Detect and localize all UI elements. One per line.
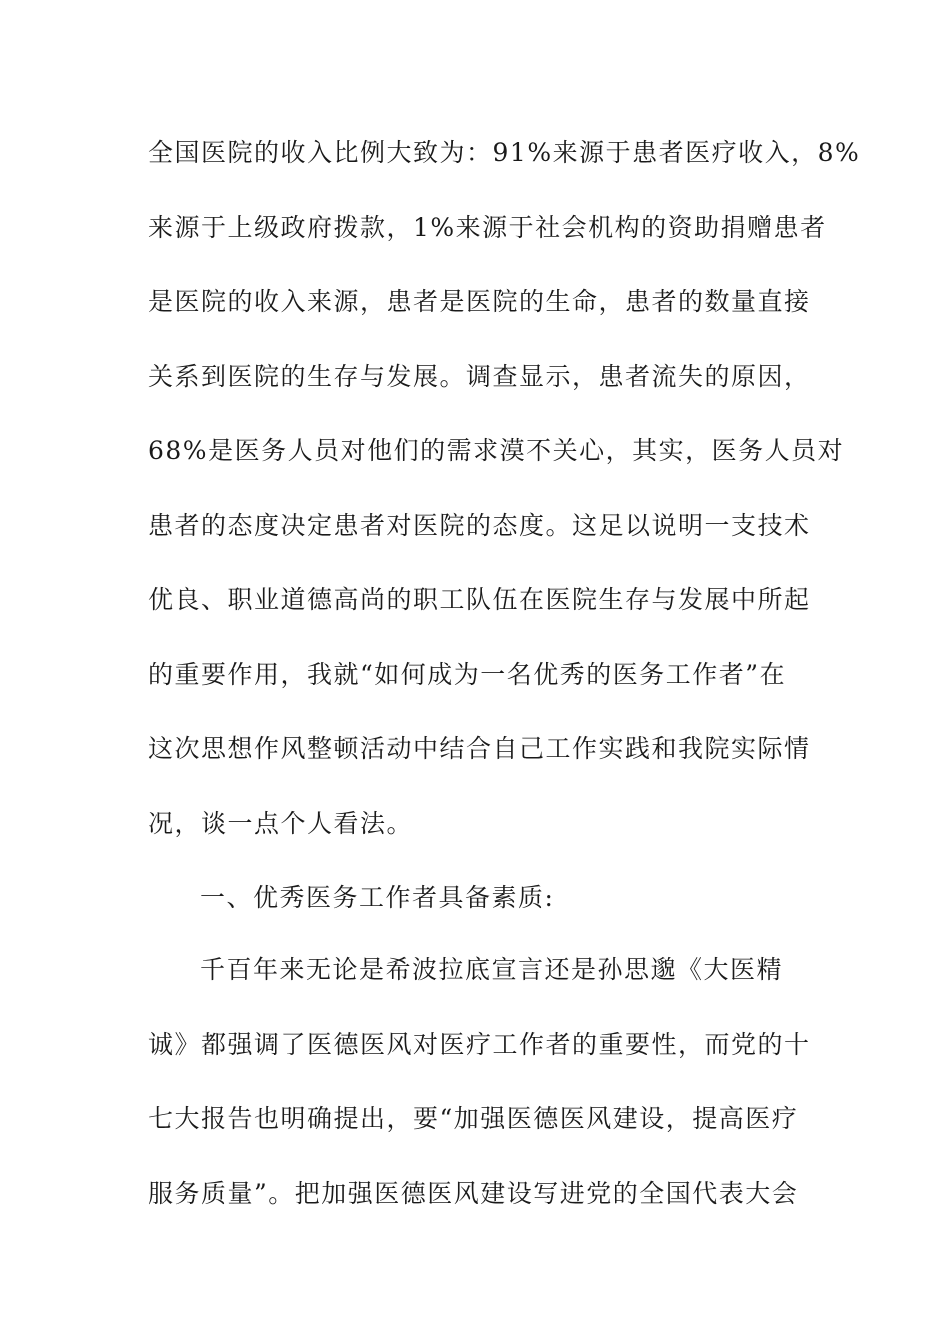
- text-line: 患者的态度决定患者对医院的态度。这足以说明一支技术: [148, 510, 811, 540]
- text-line: 是医院的收入来源，患者是医院的生命，患者的数量直接: [148, 287, 811, 316]
- section-heading: 一、优秀医务工作者具备素质:: [200, 883, 555, 912]
- text-line: 诚》都强调了医德医风对医疗工作者的重要性，而党的十: [148, 1029, 811, 1059]
- text-line: 服务质量”。把加强医德医风建设写进党的全国代表大会: [148, 1178, 799, 1208]
- document-body: [148, 128, 861, 1243]
- text-line: 68%是医务人员对他们的需求漠不关心，其实，医务人员对: [148, 436, 845, 465]
- text-line: 优良、职业道德高尚的职工队伍在医院生存与发展中所起: [148, 585, 811, 614]
- text-line: 千百年来无论是希波拉底宣言还是孙思邈《大医精: [200, 955, 784, 984]
- text-line: 关系到医院的生存与发展。调查显示，患者流失的原因，: [148, 361, 811, 391]
- text-line: 的重要作用，我就“如何成为一名优秀的医务工作者”在: [148, 659, 787, 689]
- text-line: 来源于上级政府拨款，1%来源于社会机构的资助捐赠患者: [148, 212, 827, 242]
- text-line: 全国医院的收入比例大致为：91%来源于患者医疗收入，8%: [148, 138, 861, 167]
- text-line: 况，谈一点个人看法。: [148, 808, 414, 838]
- text-line: 这次思想作风整顿活动中结合自己工作实践和我院实际情: [148, 734, 811, 763]
- text-line: 七大报告也明确提出，要“加强医德医风建设，提高医疗: [148, 1104, 799, 1133]
